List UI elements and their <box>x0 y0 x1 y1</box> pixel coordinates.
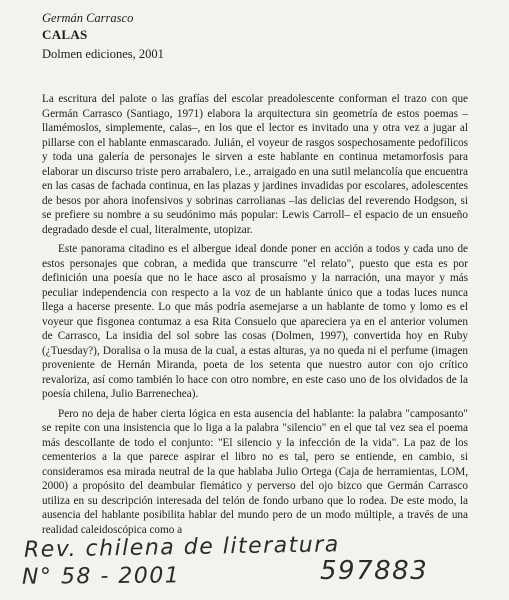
handwritten-catalog-number: 597883 <box>320 556 429 586</box>
paragraph-3: Pero no deja de haber cierta lógica en esta ausencia del hablante: la palabra "camposanto" se repite con una insistencia que lo liga a la palabra "silencio" en el que tal vez sea el poema más descollante de todo el conjunto: "El silencio y la infección de la vida". La paz de los cementerios a la que parece aspirar el libro no es tal, pero se entiende, en cambio, si consideramos esa mirada neutral de la que hablaba Julio Ortega (Caja de herramientas, LOM, 2000) a propósito del deambular flemático y perverso del ojo bizco que Germán Carrasco utiliza en su descripción interesada del telón de fondo urbano que lo rodea. De este modo, la ausencia del hablante posibilita hablar del mundo pero de un modo múltiple, a través de una realidad caleidoscópica como a <box>42 407 468 536</box>
paragraph-2: Este panorama citadino es el albergue ideal donde poner en acción a todos y cada uno de estos personajes que cobran, a medida que transcurre "el relato", puesto que esta es por definición una poesía que no le hace asco al prosaísmo y la narración, una mayor y más peculiar independencia con respecto a la voz de un hablante único que a todas luces nunca llega a hacerse presente. Lo que más podría asemejarse a un hablante de tomo y lomo es el voyeur que fisgonea contumaz a esa Rita Consuelo que apareciera ya en el anterior volumen de Carrasco, La insidia del sol sobre las cosas (Dolmen, 1997), convertida hoy en Ruby (¿Tuesday?), Doralisa o la musa de la cual, a estas alturas, ya no queda ni el perfume (imagen proveniente de Hernán Miranda, poeta de los setenta que nuestro autor con ojo crítico revaloriza, así como también lo hace con otro nombre, en este caso uno de los olvidados de la poesía chilena, Julio Barrenechea). <box>42 243 468 400</box>
handwritten-source: Rev. chilena de literatura <box>23 532 340 563</box>
handwritten-issue: N° 58 - 2001 <box>21 563 181 590</box>
review-header <box>42 10 164 63</box>
book-title: CALAS <box>42 27 88 42</box>
book-author: Germán Carrasco <box>42 11 134 25</box>
review-body <box>42 92 468 542</box>
book-publisher: Dolmen ediciones, 2001 <box>42 47 164 61</box>
paragraph-1: La escritura del palote o las grafías del escolar preadolescente conforman el trazo con que Germán Carrasco (Santiago, 1971) elabora la arquitectura sin geometría de estos poemas –llamémoslos, simplemente, calas–, en los que el lector es invitado una y otra vez a jugar al pillarse con el hablante enmascarado. Julián, el voyeur de rasgos sospechosamente pedofílicos y toda una galería de personajes le sirven a este hablante en continua metamorfosis para elaborar un discurso triste pero arrabalero, i.e., arraigado en una sutil melancolía que encuentra en las casas de fachada continua, en las plazas y jardines invadidas por escolares, adolescentes de besos por ahora inofensivos y sobrinas carrolianas –las delicias del reverendo Hodgson, si se prefiere su nombre a su seudónimo más popular: Lewis Carroll– el espacio de un ensueño degradado desde el cual, literalmente, utopizar. <box>42 93 468 236</box>
